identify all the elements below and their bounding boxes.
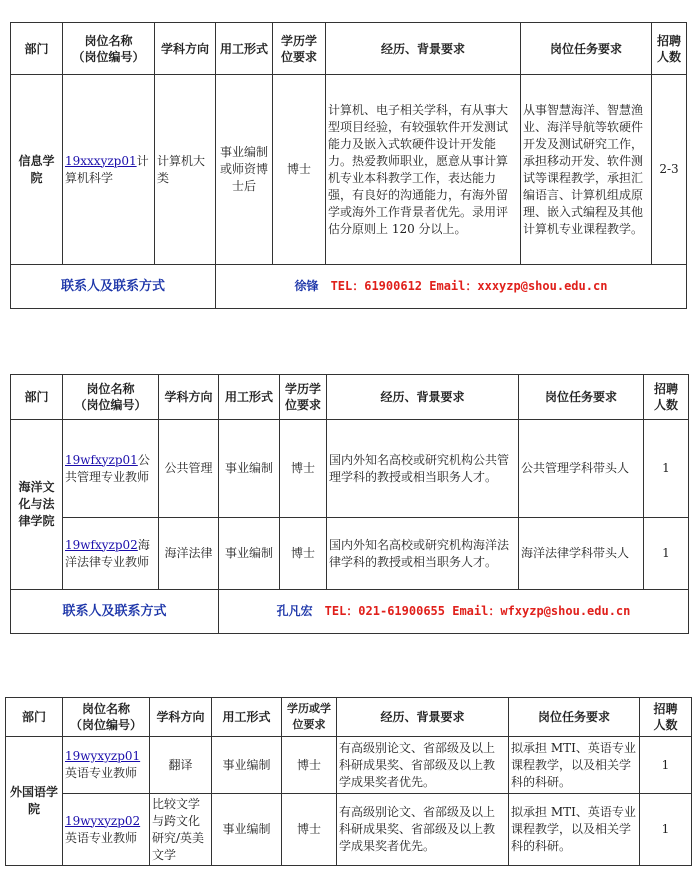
contact-info: 孔凡宏 TEL：021-61900655 Email：wfxyzp@shou.edu.cn (219, 590, 689, 634)
employment-cell: 事业编制 (219, 518, 280, 590)
experience-cell: 国内外知名高校或研究机构公共管理学科的教授或相当职务人才。 (327, 420, 519, 518)
field-cell: 公共管理 (159, 420, 219, 518)
field-cell: 海洋法律 (159, 518, 219, 590)
header-experience: 经历、背景要求 (326, 23, 521, 75)
header-duties: 岗位任务要求 (509, 698, 640, 737)
count-cell: 1 (640, 737, 692, 794)
header-field: 学科方向 (155, 23, 216, 75)
dept-cell: 信息学院 (11, 75, 63, 265)
duties-cell: 拟承担 MTI、英语专业课程教学，以及相关学科的科研。 (509, 737, 640, 794)
count-cell: 1 (644, 518, 689, 590)
header-employment: 用工形式 (212, 698, 282, 737)
field-cell: 比较文学与跨文化研究/英美文学 (150, 794, 212, 866)
header-experience: 经历、背景要求 (327, 375, 519, 420)
post-cell: 19wfxyzp02海洋法律专业教师 (63, 518, 159, 590)
recruitment-table-information-college (10, 22, 687, 309)
post-cell: 19wyxyzp01英语专业教师 (63, 737, 150, 794)
post-cell: 19wyxyzp02英语专业教师 (63, 794, 150, 866)
experience-cell: 国内外知名高校或研究机构海洋法律学科的教授或相当职务人才。 (327, 518, 519, 590)
duties-cell: 拟承担 MTI、英语专业课程教学，以及相关学科的科研。 (509, 794, 640, 866)
recruitment-table-marine-culture-law (10, 374, 689, 634)
header-dept: 部门 (11, 23, 63, 75)
header-employment: 用工形式 (216, 23, 273, 75)
field-cell: 计算机大类 (155, 75, 216, 265)
experience-cell: 计算机、电子相关学科，有从事大型项目经验，有较强软件开发测试能力及嵌入式软硬件设计开发能力。热爱教师职业，愿意从事计算机专业本科教学工作，表达能力强，有良好的沟通能力，有海外留学或海外工作背景者优先。录用评估分原则上 120 分以上。 (326, 75, 521, 265)
contact-label: 联系人及联系方式 (11, 265, 216, 309)
header-count: 招聘 人数 (652, 23, 687, 75)
field-cell: 翻译 (150, 737, 212, 794)
count-cell: 1 (644, 420, 689, 518)
header-dept: 部门 (11, 375, 63, 420)
header-duties: 岗位任务要求 (521, 23, 652, 75)
employment-cell: 事业编制 (219, 420, 280, 518)
header-degree: 学历学 位要求 (273, 23, 326, 75)
header-degree: 学历学 位要求 (280, 375, 327, 420)
header-post: 岗位名称 （岗位编号） (63, 375, 159, 420)
duties-cell: 公共管理学科带头人 (519, 420, 644, 518)
degree-cell: 博士 (280, 518, 327, 590)
post-code-link[interactable]: 19wyxyzp01 (65, 749, 141, 763)
post-cell: 19xxxyzp01计算机科学 (63, 75, 155, 265)
contact-info: 徐锋 TEL：61900612 Email：xxxyzp@shou.edu.cn (216, 265, 687, 309)
degree-cell: 博士 (273, 75, 326, 265)
degree-cell: 博士 (282, 794, 337, 866)
experience-cell: 有高级别论文、省部级及以上科研成果奖、省部级及以上教学成果奖者优先。 (337, 794, 509, 866)
header-post: 岗位名称 （岗位编号） (63, 23, 155, 75)
duties-cell: 从事智慧海洋、智慧渔业、海洋导航等软硬件开发及测试研究工作，承担移动开发、软件测试等课程教学，承担汇编语言、计算机组成原理、嵌入式编程及其他计算机专业课程教学。 (521, 75, 652, 265)
header-count: 招聘 人数 (644, 375, 689, 420)
employment-cell: 事业编制 (212, 737, 282, 794)
degree-cell: 博士 (280, 420, 327, 518)
header-dept: 部门 (6, 698, 63, 737)
post-code-link[interactable]: 19wfxyzp01 (65, 452, 138, 467)
header-degree: 学历或学 位要求 (282, 698, 337, 737)
duties-cell: 海洋法律学科带头人 (519, 518, 644, 590)
contact-label: 联系人及联系方式 (11, 590, 219, 634)
post-code-link[interactable]: 19wfxyzp02 (65, 537, 138, 552)
dept-cell: 海洋文化与法律学院 (11, 420, 63, 590)
contact-name: 徐锋 (294, 279, 319, 293)
header-employment: 用工形式 (219, 375, 280, 420)
header-experience: 经历、背景要求 (337, 698, 509, 737)
count-cell: 2-3 (652, 75, 687, 265)
degree-cell: 博士 (282, 737, 337, 794)
employment-cell: 事业编制 (212, 794, 282, 866)
header-post: 岗位名称 （岗位编号） (63, 698, 150, 737)
count-cell: 1 (640, 794, 692, 866)
experience-cell: 有高级别论文、省部级及以上科研成果奖、省部级及以上教学成果奖者优先。 (337, 737, 509, 794)
post-code-link[interactable]: 19xxxyzp01 (65, 153, 137, 168)
recruitment-table-foreign-languages (5, 697, 692, 866)
post-cell: 19wfxyzp01公共管理专业教师 (63, 420, 159, 518)
header-field: 学科方向 (150, 698, 212, 737)
dept-cell: 外国语学院 (6, 737, 63, 866)
header-field: 学科方向 (159, 375, 219, 420)
header-duties: 岗位任务要求 (519, 375, 644, 420)
employment-cell: 事业编制或师资博士后 (216, 75, 273, 265)
post-code-link[interactable]: 19wyxyzp02 (65, 813, 141, 828)
contact-name: 孔凡宏 (276, 604, 313, 618)
header-count: 招聘 人数 (640, 698, 692, 737)
